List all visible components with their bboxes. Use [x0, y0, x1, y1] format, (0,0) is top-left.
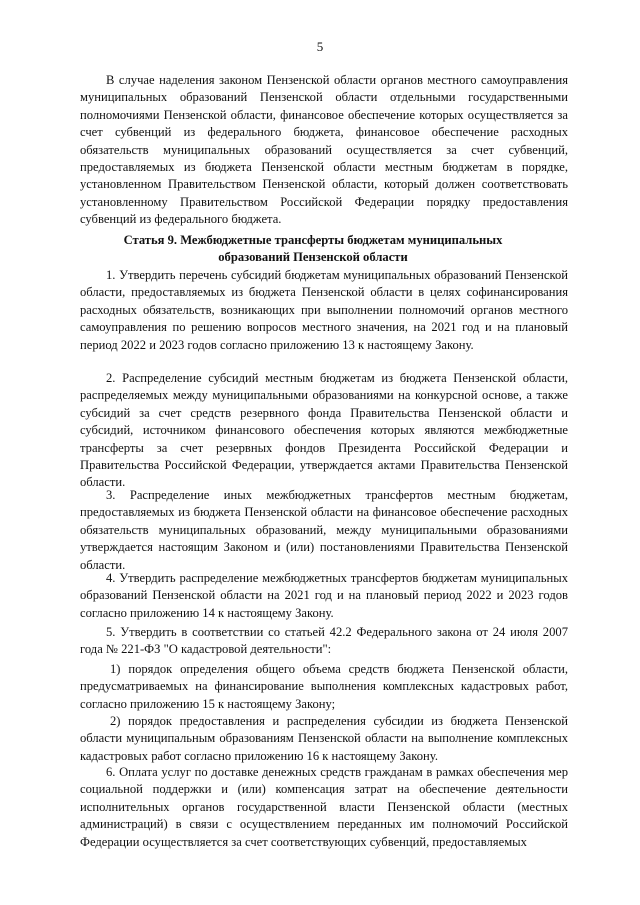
- article-item-1: 1. Утвердить перечень субсидий бюджетам муниципальных образований Пензенской области, предоставляемых из бюджета Пензенской области в целях софинансирования расходных обязательств, возникающих при выполнении полномочий органов местного самоуправления по решению вопросов местного значения, на 2021 год и на плановый период 2022 и 2023 годов согласно приложению 13 к настоящему Закону.: [80, 268, 568, 352]
- page-number: 5: [316, 39, 324, 54]
- intro-paragraph: В случае наделения законом Пензенской области органов местного самоуправления муниципальных образований Пензенской области отдельными государственными полномочиями Пензенской области, финансовое обеспечение которых осуществляется за счет субвенций из федерального бюджета, финансовое обеспечение расходных обязательств муниципальных образований осуществляется за счет субвенций, предоставляемых из бюджета Пензенской области местным бюджетам в порядке, установленном Правительством Пензенской области, который должен соответствовать установленному Правительством Российской Федерации порядку предоставления субвенций из федерального бюджета.: [80, 73, 568, 227]
- article-item-5: 5. Утвердить в соответствии со статьей 42.2 Федерального закона от 24 июля 2007 года № 221-ФЗ "О кадастровой деятельности":: [80, 625, 568, 657]
- article-item-4: 4. Утвердить распределение межбюджетных трансфертов бюджетам муниципальных образований Пензенской области на 2021 год и на плановый период 2022 и 2023 годов согласно приложению 14 к настоящему Закону.: [80, 571, 568, 620]
- article-subitem-2: 2) порядок предоставления и распределения субсидии из бюджета Пензенской области муниципальным образованиям Пензенской области на выполнение комплексных кадастровых работ согласно приложению 16 к настоящему Закону.: [80, 714, 568, 763]
- article-item-3: 3. Распределение иных межбюджетных трансфертов местным бюджетам, предоставляемых из бюджета Пензенской области на финансовое обеспечение расходных обязательств муниципальных образований, между муниципальными образованиями утверждается настоящим Законом и (или) постановлениями Правительства Пензенской области.: [80, 488, 568, 572]
- article-heading-line-1: Статья 9. Межбюджетные трансферты бюджетам муниципальных: [123, 233, 503, 247]
- article-9-heading: [80, 232, 568, 266]
- article-subitem-1: 1) порядок определения общего объема средств бюджета Пензенской области, предусматриваемых на финансирование выполнения комплексных кадастровых работ, согласно приложению 15 к настоящему Закону;: [80, 662, 568, 711]
- article-heading-line-2: образований Пензенской области: [218, 250, 408, 264]
- article-item-6: 6. Оплата услуг по доставке денежных средств гражданам в рамках обеспечения мер социальной поддержки и (или) компенсация затрат на обеспечение деятельности исполнительных органов государственной власти Пензенской области (местных администраций) в связи с осуществлением переданных им полномочий Российской Федерации осуществляется за счет соответствующих субвенций, предоставляемых: [80, 765, 568, 849]
- article-item-2: 2. Распределение субсидий местным бюджетам из бюджета Пензенской области, распределяемых между муниципальными образованиями на конкурсной основе, а также субсидий за счет средств резервного фонда Правительства Пензенской области и субсидий, источником финансового обеспечения которых являются межбюджетные трансферты за счет резервных фондов Президента Российской Федерации и Правительства Российской Федерации, утверждается актами Правительства Пензенской области.: [80, 371, 568, 490]
